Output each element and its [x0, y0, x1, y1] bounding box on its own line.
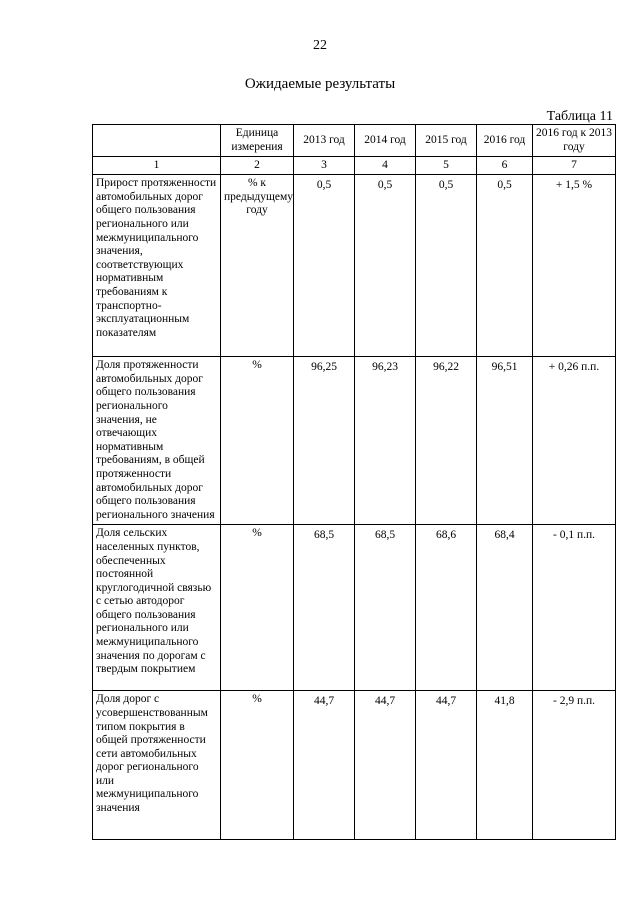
column-number: 2	[221, 157, 294, 175]
document-title: Ожидаемые результаты	[244, 76, 396, 92]
value-2013: 44,7	[294, 691, 355, 840]
value-2014: 68,5	[355, 525, 416, 691]
table-row	[93, 525, 616, 691]
header-cell: 2016 год к 2013 году	[533, 125, 616, 157]
value-2013: 68,5	[294, 525, 355, 691]
value-2016: 96,51	[477, 357, 533, 525]
value-2015: 0,5	[416, 175, 477, 357]
change-cell: - 2,9 п.п.	[533, 691, 616, 840]
value-2016: 0,5	[477, 175, 533, 357]
header-cell: 2016 год	[477, 125, 533, 157]
indicator-cell: Доля сельских населенных пунктов, обеспеченных постоянной круглогодичной связью с сетью автодорог общего пользования регионального или межмуниципального значения по дорогам с твердым покрытием	[93, 525, 221, 691]
header-row	[93, 125, 616, 157]
header-cell: 2014 год	[355, 125, 416, 157]
column-number: 1	[93, 157, 221, 175]
value-2013: 96,25	[294, 357, 355, 525]
column-number: 3	[294, 157, 355, 175]
unit-cell: % к предыдущему году	[221, 175, 294, 357]
value-2014: 0,5	[355, 175, 416, 357]
header-cell: 2013 год	[294, 125, 355, 157]
table-row	[93, 691, 616, 840]
table-label: Таблица 11	[546, 109, 613, 124]
unit-cell: %	[221, 357, 294, 525]
value-2015: 96,22	[416, 357, 477, 525]
change-cell: + 0,26 п.п.	[533, 357, 616, 525]
unit-cell: %	[221, 525, 294, 691]
table-row	[93, 357, 616, 525]
indicator-cell: Доля дорог с усовершенствованным типом покрытия в общей протяженности сети автомобильных дорог регионального или межмуниципального значения	[93, 691, 221, 840]
results-table	[92, 124, 616, 840]
value-2014: 96,23	[355, 357, 416, 525]
column-number: 6	[477, 157, 533, 175]
table-row	[93, 175, 616, 357]
indicator-cell: Прирост протяженности автомобильных дорог общего пользования регионального или межмуниципального значения, соответствующих нормативным требованиям к транспортно-эксплуатационным показателям	[93, 175, 221, 357]
column-number: 7	[533, 157, 616, 175]
column-number: 4	[355, 157, 416, 175]
value-2015: 44,7	[416, 691, 477, 840]
value-2014: 44,7	[355, 691, 416, 840]
value-2016: 41,8	[477, 691, 533, 840]
header-cell: 2015 год	[416, 125, 477, 157]
page-number: 22	[313, 38, 327, 53]
value-2013: 0,5	[294, 175, 355, 357]
value-2015: 68,6	[416, 525, 477, 691]
change-cell: - 0,1 п.п.	[533, 525, 616, 691]
value-2016: 68,4	[477, 525, 533, 691]
change-cell: + 1,5 %	[533, 175, 616, 357]
column-number: 5	[416, 157, 477, 175]
indicator-cell: Доля протяженности автомобильных дорог общего пользования регионального значения, не отвечающих нормативным требованиям, в общей протяженности автомобильных дорог общего пользования регионального значения	[93, 357, 221, 525]
column-number-row	[93, 157, 616, 175]
unit-cell: %	[221, 691, 294, 840]
header-cell	[93, 125, 221, 157]
header-cell: Единица измерения	[221, 125, 294, 157]
